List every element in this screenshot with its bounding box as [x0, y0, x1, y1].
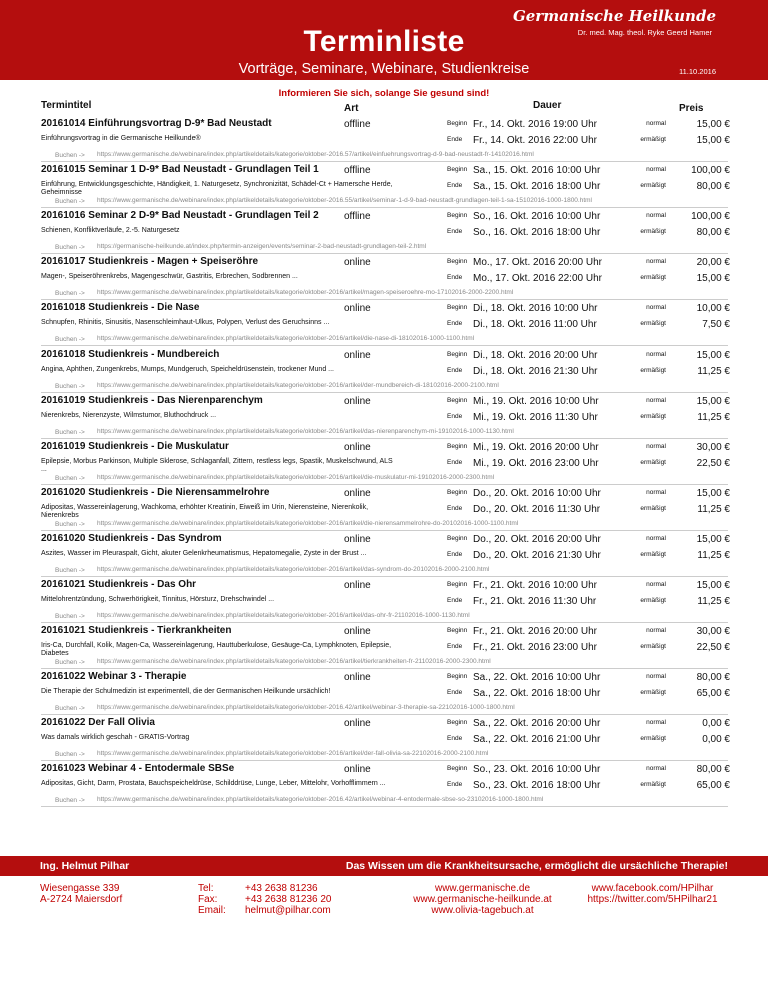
begin-label: Beginn	[447, 350, 468, 358]
price-tier-normal: normal	[646, 719, 666, 727]
event-begin: Di., 18. Okt. 2016 10:00 Uhr	[473, 303, 598, 315]
price-tier-reduced: ermäßigt	[640, 781, 666, 789]
booking-label: Buchen ->	[55, 244, 85, 252]
price-normal: 15,00 €	[696, 395, 730, 407]
begin-label: Beginn	[447, 673, 468, 681]
event-end: Di., 18. Okt. 2016 21:30 Uhr	[473, 365, 598, 377]
event-title: 20161019 Studienkreis - Die Muskulatur	[41, 440, 229, 452]
event-type: online	[344, 580, 371, 591]
end-label: Ende	[447, 550, 463, 558]
event-title: 20161022 Webinar 3 - Therapie	[41, 671, 187, 683]
end-label: Ende	[447, 182, 463, 190]
event-begin: Fr., 21. Okt. 2016 10:00 Uhr	[473, 580, 597, 591]
booking-link[interactable]: https://www.germanische.de/webinare/index.php/artikeldetails/kategorie/oktober-2016.57/artikel/einfuehrungsvortrag-d-9-bad-neustadt-fr-14102016.html	[97, 151, 534, 158]
event-type: online	[344, 718, 371, 730]
event-begin: Sa., 15. Okt. 2016 10:00 Uhr	[473, 165, 601, 177]
event-end: Sa., 15. Okt. 2016 18:00 Uhr	[473, 181, 601, 193]
end-label: Ende	[447, 228, 463, 236]
event-type: offline	[344, 165, 371, 177]
price-normal: 0,00 €	[702, 718, 730, 730]
event-description: Adipositas, Gicht, Darm, Prostata, Bauchspeicheldrüse, Schilddrüse, Lunge, Leber, Mittelohr, Vorhofflimmern ...	[41, 780, 386, 788]
event-description: Epilepsie, Morbus Parkinson, Multiple Sklerose, Schlaganfall, Zittern, restless legs, Spastik, Muskelschwund, ALS ...	[41, 457, 393, 473]
booking-label: Buchen ->	[55, 474, 85, 482]
price-normal: 30,00 €	[696, 441, 730, 453]
price-reduced: 11,25 €	[697, 596, 730, 607]
price-tier-reduced: ermäßigt	[640, 136, 666, 143]
end-label: Ende	[447, 274, 463, 282]
end-label: Ende	[447, 458, 463, 466]
column-header-price: Preis	[679, 103, 704, 114]
event-title: 20161019 Studienkreis - Das Nierenparenchym	[41, 394, 263, 406]
begin-label: Beginn	[447, 442, 468, 450]
event-begin: Mi., 19. Okt. 2016 10:00 Uhr	[473, 395, 599, 407]
price-tier-reduced: ermäßigt	[640, 597, 666, 604]
event-description: Was damals wirklich geschah - GRATIS-Vortrag	[41, 734, 190, 742]
event-end: Mo., 17. Okt. 2016 22:00 Uhr	[473, 273, 602, 285]
price-tier-reduced: ermäßigt	[640, 504, 666, 512]
booking-label: Buchen ->	[55, 198, 85, 206]
begin-label: Beginn	[447, 765, 468, 773]
booking-label: Buchen ->	[55, 336, 85, 344]
price-tier-normal: normal	[646, 258, 666, 266]
begin-label: Beginn	[447, 488, 468, 496]
facebook-link[interactable]: www.facebook.com/HPilhar	[591, 883, 714, 894]
event-description: Angina, Aphthen, Zungenkrebs, Mumps, Mundgeruch, Speicheldrüsenstein, trockener Mund ...	[41, 365, 335, 373]
event-description: Die Therapie der Schulmedizin ist experimentell, die der Germanischen Heilkunde ursächlich!	[41, 688, 331, 696]
entry-divider	[41, 760, 728, 761]
price-tier-normal: normal	[646, 396, 666, 404]
price-reduced: 11,25 €	[697, 503, 730, 515]
address-line: Wiesengasse 339	[40, 883, 120, 894]
price-reduced: 7,50 €	[702, 319, 730, 331]
entry-divider	[41, 161, 728, 162]
website-link[interactable]: www.olivia-tagebuch.at	[431, 905, 534, 916]
price-tier-normal: normal	[646, 120, 666, 127]
booking-link[interactable]: https://www.germanische.de/webinare/index.php/artikeldetails/kategorie/oktober-2016/artikel/der-fall-olivia-sa-22102016-2000-2100.html	[97, 750, 489, 758]
event-description: Einführung, Entwicklungsgeschichte, Händigkeit, 1. Naturgesetz, Synchronizität, Schädel-Ct + Hamersche Herde, Geheimnisse	[41, 181, 393, 197]
price-tier-normal: normal	[646, 488, 666, 496]
page-subtitle: Vorträge, Seminare, Webinare, Studienkreise	[238, 61, 530, 77]
event-type: online	[344, 349, 371, 361]
fax-number: +43 2638 81236 20	[245, 894, 332, 905]
brand-logo-text: Germanische Heilkunde	[512, 7, 716, 25]
entry-divider	[41, 714, 728, 715]
event-begin: Di., 18. Okt. 2016 20:00 Uhr	[473, 349, 598, 361]
price-reduced: 80,00 €	[696, 181, 730, 193]
price-normal: 100,00 €	[691, 165, 730, 177]
price-reduced: 15,00 €	[696, 273, 730, 285]
event-description: Schienen, Konfliktverläufe, 2.-5. Naturgesetz	[41, 227, 180, 235]
begin-label: Beginn	[447, 120, 468, 127]
booking-label: Buchen ->	[55, 152, 85, 159]
booking-label: Buchen ->	[55, 520, 85, 528]
event-begin: Fr., 21. Okt. 2016 20:00 Uhr	[473, 626, 597, 638]
entry-divider	[41, 299, 728, 300]
booking-link[interactable]: https://www.germanische.de/webinare/index.php/artikeldetails/kategorie/oktober-2016/artikel/tierkrankheiten-fr-21102016-2000-2300.html	[97, 658, 491, 666]
brand-subtitle: Dr. med. Mag. theol. Ryke Geerd Hamer	[577, 28, 712, 37]
booking-link[interactable]: https://www.germanische.de/webinare/index.php/artikeldetails/kategorie/oktober-2016.42/artikel/webinar-4-entodermale-sbse-so-23102016-1000-1800.html	[97, 796, 544, 804]
footer-contact-labels	[198, 883, 226, 916]
event-begin: Sa., 22. Okt. 2016 20:00 Uhr	[473, 718, 601, 730]
event-type: online	[344, 257, 371, 269]
event-begin: Mo., 17. Okt. 2016 20:00 Uhr	[473, 257, 602, 269]
price-reduced: 22,50 €	[696, 642, 730, 654]
event-begin: So., 23. Okt. 2016 10:00 Uhr	[473, 764, 601, 776]
event-title: 20161023 Webinar 4 - Entodermale SBSe	[41, 763, 235, 775]
entry-divider	[41, 530, 728, 531]
event-end: Fr., 21. Okt. 2016 23:00 Uhr	[473, 642, 597, 654]
event-title: 20161017 Studienkreis - Magen + Speiseröhre	[41, 256, 259, 268]
price-tier-reduced: ermäßigt	[640, 274, 666, 282]
event-description: Iris-Ca, Durchfall, Kolik, Magen-Ca, Wassereinlagerung, Hauttuberkulose, Gesäuge-Ca, Lymphknoten, Epilepsie, Diabetes	[41, 642, 392, 658]
contact-label: Fax:	[198, 894, 218, 905]
begin-label: Beginn	[447, 627, 468, 635]
website-link[interactable]: www.germanische.de	[434, 883, 531, 894]
price-reduced: 65,00 €	[696, 780, 730, 792]
event-description: Adipositas, Wassereinlagerung, Wachkoma, erhöhter Kreatinin, Eiweiß im Urin, Nierensteine, Nierenkolik, Nierenkrebs	[41, 503, 369, 519]
price-normal: 15,00 €	[696, 487, 730, 499]
entry-divider	[41, 345, 728, 346]
event-end: Do., 20. Okt. 2016 21:30 Uhr	[473, 549, 601, 561]
website-link[interactable]: www.germanische-heilkunde.at	[413, 894, 552, 905]
event-description: Einführungsvortrag in die Germanische Heilkunde®	[41, 135, 201, 142]
event-type: online	[344, 533, 371, 545]
price-tier-reduced: ermäßigt	[640, 458, 666, 466]
end-label: Ende	[447, 412, 463, 420]
event-end: Do., 20. Okt. 2016 11:30 Uhr	[473, 503, 601, 515]
event-begin: Fr., 14. Okt. 2016 19:00 Uhr	[473, 119, 597, 130]
price-normal: 15,00 €	[696, 349, 730, 361]
email-link[interactable]: helmut@pilhar.com	[245, 905, 331, 916]
entry-divider	[41, 438, 728, 439]
price-tier-reduced: ermäßigt	[640, 550, 666, 558]
event-title: 20161015 Seminar 1 D-9* Bad Neustadt - Grundlagen Teil 1	[41, 164, 319, 176]
price-reduced: 11,25 €	[697, 365, 730, 377]
event-title: 20161021 Studienkreis - Tierkrankheiten	[41, 625, 232, 637]
begin-label: Beginn	[447, 166, 468, 174]
begin-label: Beginn	[447, 258, 468, 266]
price-reduced: 11,25 €	[697, 411, 730, 423]
price-normal: 15,00 €	[696, 580, 730, 591]
price-tier-reduced: ermäßigt	[640, 643, 666, 651]
address-line: A-2724 Maiersdorf	[40, 894, 123, 905]
phone-number[interactable]: +43 2638 81236	[245, 883, 318, 894]
list-date: 11.10.2016	[679, 67, 716, 76]
price-reduced: 65,00 €	[696, 688, 730, 700]
booking-link[interactable]: https://www.germanische.de/webinare/index.php/artikeldetails/kategorie/oktober-2016/artikel/das-ohr-fr-21102016-1000-1130.html	[97, 612, 470, 619]
price-tier-normal: normal	[646, 581, 666, 588]
footer-social	[575, 883, 730, 905]
price-reduced: 11,25 €	[697, 549, 730, 561]
motto: Informieren Sie sich, solange Sie gesund sind!	[278, 88, 490, 99]
event-begin: Do., 20. Okt. 2016 20:00 Uhr	[473, 533, 601, 545]
event-entry	[0, 763, 768, 817]
entry-divider	[41, 806, 728, 807]
price-normal: 15,00 €	[696, 533, 730, 545]
booking-link[interactable]: https://www.germanische.de/webinare/index.php/artikeldetails/kategorie/oktober-2016/artikel/der-mundbereich-di-18102016-2000-2100.html	[97, 381, 499, 389]
event-type: online	[344, 672, 371, 684]
begin-label: Beginn	[447, 719, 468, 727]
event-begin: So., 16. Okt. 2016 10:00 Uhr	[473, 211, 601, 223]
event-type: online	[344, 395, 371, 407]
price-reduced: 22,50 €	[696, 457, 730, 469]
price-normal: 10,00 €	[696, 303, 730, 315]
twitter-link[interactable]: https://twitter.com/5HPilhar21	[587, 894, 718, 905]
price-tier-reduced: ermäßigt	[640, 412, 666, 420]
booking-link[interactable]: https://www.germanische.de/webinare/index.php/artikeldetails/kategorie/oktober-2016.55/artikel/seminar-1-d-9-bad-neustadt-grundlagen-teil-1-sa-15102016-1000-1800.html	[97, 197, 593, 205]
event-end: Fr., 14. Okt. 2016 22:00 Uhr	[473, 135, 597, 146]
begin-label: Beginn	[447, 212, 468, 220]
booking-link[interactable]: https://www.germanische.de/webinare/index.php/artikeldetails/kategorie/oktober-2016/artikel/das-nierenparenchym-mi-19102016-1000-1130.html	[97, 427, 514, 435]
event-end: Mi., 19. Okt. 2016 23:00 Uhr	[473, 457, 599, 469]
begin-label: Beginn	[447, 534, 468, 542]
event-end: Mi., 19. Okt. 2016 11:30 Uhr	[473, 411, 598, 423]
event-end: So., 23. Okt. 2016 18:00 Uhr	[473, 780, 601, 792]
event-type: offline	[344, 119, 371, 130]
entry-divider	[41, 668, 728, 669]
booking-label: Buchen ->	[55, 382, 85, 390]
event-title: 20161020 Studienkreis - Die Nierensammelrohre	[41, 486, 270, 498]
begin-label: Beginn	[447, 396, 468, 404]
booking-label: Buchen ->	[55, 797, 85, 805]
event-end: Di., 18. Okt. 2016 11:00 Uhr	[473, 319, 597, 331]
event-title: 20161018 Studienkreis - Mundbereich	[41, 348, 220, 360]
end-label: Ende	[447, 735, 463, 743]
footer-name: Ing. Helmut Pilhar	[40, 860, 130, 872]
booking-link[interactable]: https://www.germanische.de/webinare/index.php/artikeldetails/kategorie/oktober-2016/artikel/das-syndrom-do-20102016-2000-2100.html	[97, 565, 490, 573]
end-label: Ende	[447, 597, 463, 604]
event-description: Schnupfen, Rhinitis, Sinusitis, Nasenschleimhaut-Ulkus, Polypen, Verlust des Geruchsinns ...	[41, 319, 330, 327]
price-normal: 100,00 €	[691, 211, 730, 223]
begin-label: Beginn	[447, 581, 468, 588]
price-tier-reduced: ermäßigt	[640, 366, 666, 374]
price-tier-normal: normal	[646, 166, 666, 174]
header-banner	[0, 0, 768, 80]
contact-label: Email:	[198, 905, 226, 916]
column-header-title: Termintitel	[41, 100, 92, 111]
footer-bar	[0, 856, 768, 876]
price-tier-normal: normal	[646, 673, 666, 681]
entry-divider	[41, 207, 728, 208]
price-tier-reduced: ermäßigt	[640, 689, 666, 697]
begin-label: Beginn	[447, 304, 468, 312]
end-label: Ende	[447, 689, 463, 697]
event-end: So., 16. Okt. 2016 18:00 Uhr	[473, 227, 601, 239]
column-header-duration: Dauer	[533, 100, 562, 111]
booking-label: Buchen ->	[55, 705, 85, 713]
price-tier-normal: normal	[646, 350, 666, 358]
event-description: Magen-, Speiseröhrenkrebs, Magengeschwür, Gastritis, Erbrechen, Sodbrennen ...	[41, 273, 298, 281]
booking-label: Buchen ->	[55, 566, 85, 574]
footer-contact-values	[245, 883, 331, 916]
price-tier-normal: normal	[646, 765, 666, 773]
event-title: 20161021 Studienkreis - Das Ohr	[41, 579, 197, 590]
event-type: offline	[344, 211, 371, 223]
price-tier-reduced: ermäßigt	[640, 182, 666, 190]
end-label: Ende	[447, 366, 463, 374]
booking-label: Buchen ->	[55, 751, 85, 759]
price-tier-reduced: ermäßigt	[640, 735, 666, 743]
booking-link[interactable]: https://germanische-heilkunde.at/index.php/termin-anzeigen/events/seminar-2-bad-neustadt-grundlagen-teil-2.html	[97, 243, 427, 251]
event-begin: Do., 20. Okt. 2016 10:00 Uhr	[473, 487, 601, 499]
price-tier-normal: normal	[646, 442, 666, 450]
event-title: 20161020 Studienkreis - Das Syndrom	[41, 532, 222, 544]
entry-divider	[41, 576, 728, 577]
entry-divider	[41, 622, 728, 623]
end-label: Ende	[447, 136, 463, 143]
event-title: 20161014 Einführungsvortrag D-9* Bad Neustadt	[41, 118, 272, 129]
price-reduced: 0,00 €	[702, 734, 730, 746]
event-begin: Sa., 22. Okt. 2016 10:00 Uhr	[473, 672, 601, 684]
booking-label: Buchen ->	[55, 428, 85, 436]
price-tier-normal: normal	[646, 212, 666, 220]
footer-websites	[395, 883, 570, 916]
event-type: online	[344, 764, 371, 776]
event-end: Fr., 21. Okt. 2016 11:30 Uhr	[473, 596, 597, 607]
price-tier-normal: normal	[646, 627, 666, 635]
event-end: Sa., 22. Okt. 2016 18:00 Uhr	[473, 688, 601, 700]
price-reduced: 15,00 €	[696, 135, 730, 146]
price-normal: 30,00 €	[696, 626, 730, 638]
price-normal: 80,00 €	[696, 672, 730, 684]
page-title: Terminliste	[303, 25, 465, 58]
footer-address	[40, 883, 122, 905]
entry-divider	[41, 253, 728, 254]
contact-label: Tel:	[198, 883, 214, 894]
booking-label: Buchen ->	[55, 659, 85, 667]
end-label: Ende	[447, 643, 463, 651]
end-label: Ende	[447, 781, 463, 789]
booking-label: Buchen ->	[55, 613, 85, 620]
price-tier-reduced: ermäßigt	[640, 320, 666, 328]
event-title: 20161018 Studienkreis - Die Nase	[41, 302, 200, 314]
booking-link[interactable]: https://www.germanische.de/webinare/index.php/artikeldetails/kategorie/oktober-2016/artikel/die-nierensammelrohre-do-20102016-1000-1100.html	[97, 519, 519, 527]
event-title: 20161022 Der Fall Olivia	[41, 717, 155, 729]
event-description: Aszites, Wasser im Pleuraspalt, Gicht, akuter Gelenkrheumatismus, Hepatomegalie, Zyste in der Brust ...	[41, 549, 367, 557]
booking-label: Buchen ->	[55, 290, 85, 298]
event-description: Mittelohrentzündung, Schwerhörigkeit, Tinnitus, Hörsturz, Drehschwindel ...	[41, 596, 275, 603]
footer-slogan: Das Wissen um die Krankheitsursache, ermöglicht die ursächliche Therapie!	[345, 860, 728, 872]
price-normal: 15,00 €	[696, 119, 730, 130]
price-tier-normal: normal	[646, 534, 666, 542]
event-type: online	[344, 303, 371, 315]
end-label: Ende	[447, 504, 463, 512]
price-reduced: 80,00 €	[696, 227, 730, 239]
event-begin: Mi., 19. Okt. 2016 20:00 Uhr	[473, 441, 599, 453]
column-header-type: Art	[344, 103, 359, 114]
price-normal: 80,00 €	[696, 764, 730, 776]
booking-link[interactable]: https://www.germanische.de/webinare/index.php/artikeldetails/kategorie/oktober-2016/artikel/magen-speiseroehre-mo-17102016-2000-2200.html	[97, 289, 514, 297]
price-tier-reduced: ermäßigt	[640, 228, 666, 236]
event-end: Sa., 22. Okt. 2016 21:00 Uhr	[473, 734, 601, 746]
event-description: Nierenkrebs, Nierenzyste, Wilmstumor, Bluthochdruck ...	[41, 411, 217, 419]
booking-link[interactable]: https://www.germanische.de/webinare/index.php/artikeldetails/kategorie/oktober-2016/artikel/die-nase-di-18102016-1000-1100.html	[97, 335, 475, 343]
booking-link[interactable]: https://www.germanische.de/webinare/index.php/artikeldetails/kategorie/oktober-2016.42/artikel/webinar-3-therapie-sa-22102016-1000-1800.html	[97, 704, 515, 712]
price-normal: 20,00 €	[696, 257, 730, 269]
price-tier-normal: normal	[646, 304, 666, 312]
event-title: 20161016 Seminar 2 D-9* Bad Neustadt - Grundlagen Teil 2	[41, 210, 319, 222]
entry-divider	[41, 484, 728, 485]
event-type: online	[344, 441, 371, 453]
end-label: Ende	[447, 320, 463, 328]
event-type: online	[344, 626, 371, 638]
event-type: online	[344, 487, 371, 499]
entry-divider	[41, 392, 728, 393]
booking-link[interactable]: https://www.germanische.de/webinare/index.php/artikeldetails/kategorie/oktober-2016/artikel/die-muskulatur-mi-19102016-2000-2300.html	[97, 473, 495, 481]
